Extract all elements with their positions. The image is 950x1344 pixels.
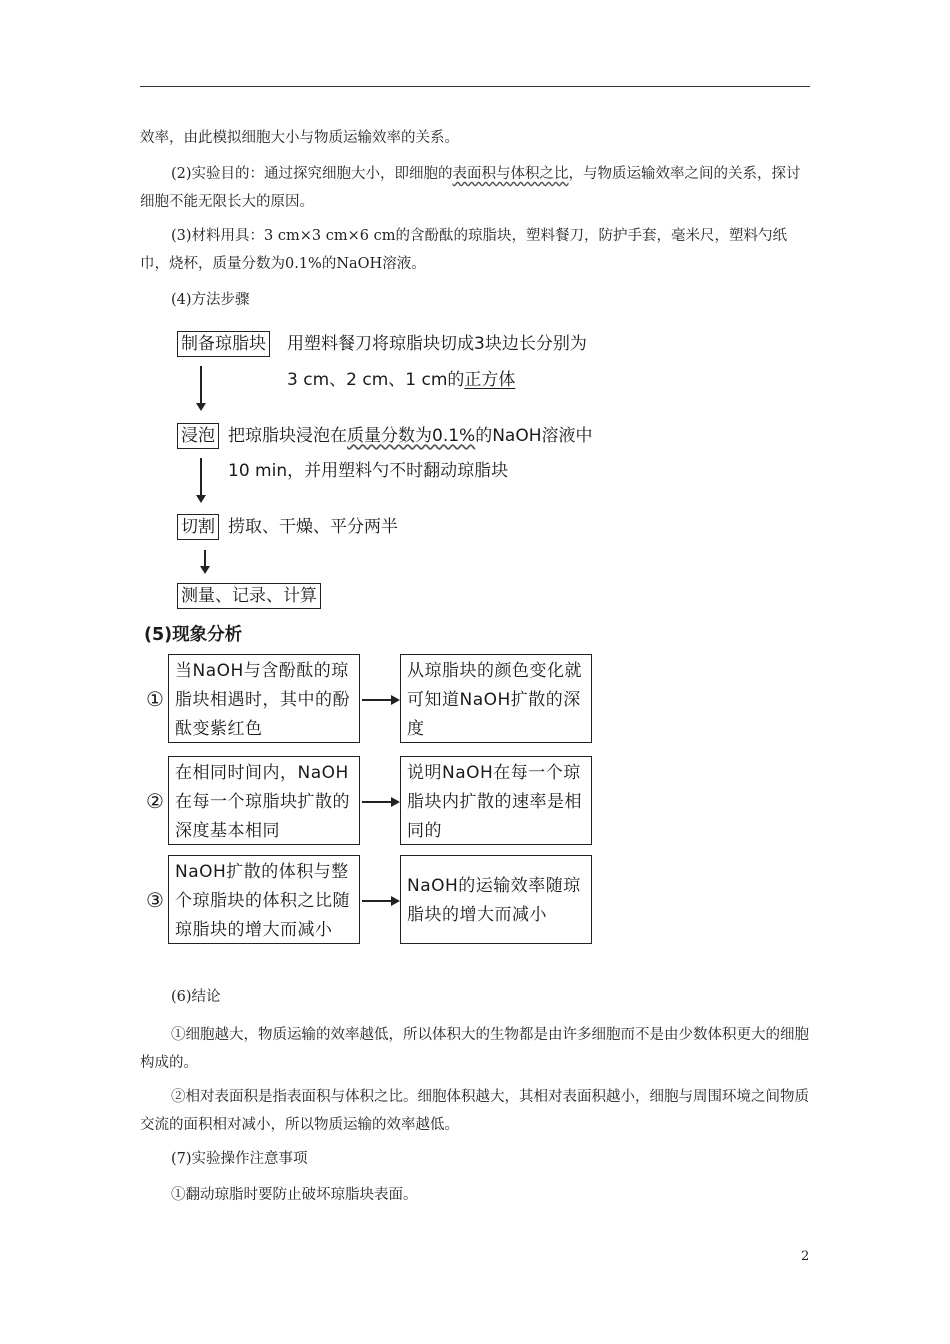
paragraph-efficiency: 效率，由此模拟细胞大小与物质运输效率的关系。 xyxy=(140,130,459,146)
paragraph-conclusion-1: ①细胞越大，物质运输的效率越低，所以体积大的生物都是由许多细胞而不是由少数体积更大的细胞构成的。 xyxy=(140,1027,809,1071)
step-prepare-cube: 正方体 xyxy=(464,370,516,390)
header-rule xyxy=(140,86,810,87)
paragraph-materials: (3)材料用具：3 cm×3 cm×6 cm的含酚酞的琼脂块，塑料餐刀，防护手套，毫米尺，塑料勺纸巾，烧杯，质量分数为0.1%的NaOH溶液。 xyxy=(140,228,787,272)
analysis-title: (5)现象分析 xyxy=(144,625,243,645)
paragraph-purpose xyxy=(140,160,812,216)
arrow-down-1 xyxy=(200,366,202,404)
paragraph-conclusion-heading: (6)结论 xyxy=(171,989,221,1005)
analysis-num-3: ③ xyxy=(146,888,164,912)
step-soak-text-1 xyxy=(228,423,593,449)
arrow-down-3 xyxy=(204,550,206,567)
step-soak-c: 的NaOH溶液中 xyxy=(475,426,593,446)
step-soak-text-2: 10 min，并用塑料勺不时翻动琼脂块 xyxy=(228,461,509,481)
analysis-num-2: ② xyxy=(146,789,164,813)
paragraph-method-heading: (4)方法步骤 xyxy=(171,292,250,308)
paragraph-note-1: ①翻动琼脂时要防止破坏琼脂块表面。 xyxy=(171,1187,418,1203)
analysis-num-1: ① xyxy=(146,687,164,711)
analysis-row-2-left: 在相同时间内，NaOH在每一个琼脂块扩散的深度基本相同 xyxy=(168,756,360,845)
page-number: 2 xyxy=(801,1249,810,1264)
analysis-row-1-right: 从琼脂块的颜色变化就可知道NaOH扩散的深度 xyxy=(400,654,592,743)
step-soak-b: 质量分数为0.1% xyxy=(347,426,476,446)
analysis-row-1-left: 当NaOH与含酚酞的琼脂块相遇时，其中的酚酞变紫红色 xyxy=(168,654,360,743)
analysis-row-3-right: NaOH的运输效率随琼脂块的增大而减小 xyxy=(400,855,592,944)
arrow-right-3 xyxy=(362,900,392,902)
analysis-row-3-left: NaOH扩散的体积与整个琼脂块的体积之比随琼脂块的增大而减小 xyxy=(168,855,360,944)
paragraph-conclusion-2: ②相对表面积是指表面积与体积之比。细胞体积越大，其相对表面积越小，细胞与周围环境之间物质交流的面积相对减小，所以物质运输的效率越低。 xyxy=(140,1089,809,1133)
purpose-text-c: ，与物质运输效率之间的关系，探讨细胞不能无限长大的原因。 xyxy=(140,166,801,210)
step-cut-box: 切割 xyxy=(177,514,219,540)
arrow-right-2 xyxy=(362,801,392,803)
paragraph-notes-heading: (7)实验操作注意事项 xyxy=(171,1151,308,1167)
step-prepare-text-2 xyxy=(287,367,515,393)
step-prepare-text-1: 用塑料餐刀将琼脂块切成3块边长分别为 xyxy=(287,334,587,354)
step-prepare-box: 制备琼脂块 xyxy=(177,331,270,357)
step-soak-box: 浸泡 xyxy=(177,423,219,449)
arrow-down-2 xyxy=(200,458,202,496)
step-prepare-sizes: 3 cm、2 cm、1 cm的 xyxy=(287,370,465,390)
arrow-right-1 xyxy=(362,699,392,701)
purpose-text-emphasis: 表面积与体积之比 xyxy=(452,166,569,182)
step-soak-a: 把琼脂块浸泡在 xyxy=(228,426,347,446)
step-measure-box: 测量、记录、计算 xyxy=(177,583,321,609)
purpose-text-a: (2)实验目的：通过探究细胞大小，即细胞的 xyxy=(171,166,453,182)
step-cut-text: 捞取、干燥、平分两半 xyxy=(228,517,398,537)
analysis-row-2-right: 说明NaOH在每一个琼脂块内扩散的速率是相同的 xyxy=(400,756,592,845)
